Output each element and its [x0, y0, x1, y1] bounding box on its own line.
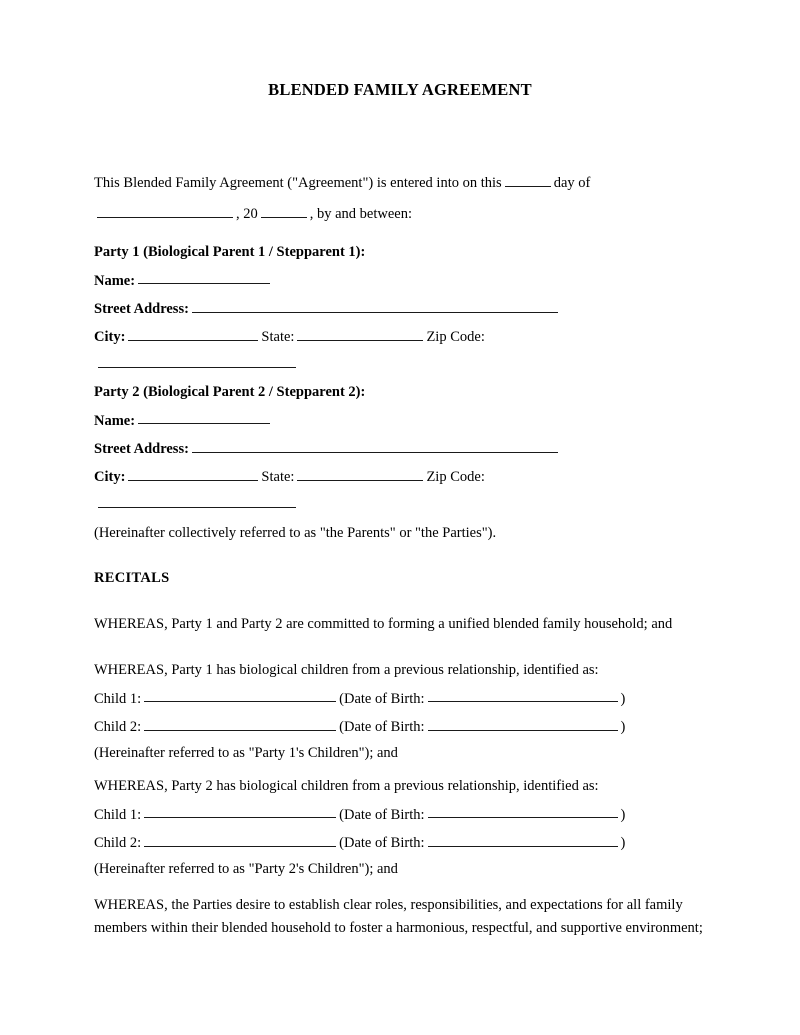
- party-1-name-blank[interactable]: [138, 272, 270, 285]
- party-2-street-row: [94, 440, 714, 456]
- party-2-section: [94, 385, 714, 511]
- month-blank[interactable]: [97, 205, 233, 218]
- recital-party-2-children: [94, 779, 714, 877]
- intro-by-and-between: , by and between:: [309, 206, 413, 223]
- party-2-street-blank[interactable]: [192, 440, 558, 453]
- party-2-child-2-row: [94, 834, 714, 850]
- party-2-child-1-label: Child 1:: [94, 806, 142, 823]
- party-2-child-1-dob-close: ): [620, 806, 626, 823]
- intro-paragraph: [94, 174, 714, 222]
- party-2-child-2-label: Child 2:: [94, 834, 142, 851]
- hereinafter-parties-text: (Hereinafter collectively referred to as "the Parents" or "the Parties").: [94, 525, 497, 541]
- party-1-child-1-dob-blank[interactable]: [428, 690, 618, 703]
- party-2-zip-blank[interactable]: [98, 495, 296, 508]
- party-2-child-2-dob-label: (Date of Birth:: [339, 834, 425, 851]
- party-1-child-1-row: [94, 690, 714, 706]
- party-1-street-label: Street Address:: [94, 300, 189, 317]
- recital-whereas-final-text: WHEREAS, the Parties desire to establish clear roles, responsibilities, and expectations for all family members within their blended household to foster a harmonious, respectful, and supportive environment;: [94, 897, 703, 937]
- party-2-city-blank[interactable]: [128, 468, 258, 481]
- party-2-city-row: [94, 468, 714, 484]
- party-2-zip-row: [95, 495, 714, 511]
- party-1-name-row: [94, 272, 714, 288]
- intro-day-of-label: day of: [553, 174, 591, 191]
- party-2-child-2-dob-blank[interactable]: [428, 834, 618, 847]
- party-1-section: [94, 245, 714, 371]
- party-1-child-2-dob-blank[interactable]: [428, 718, 618, 731]
- party-1-heading: Party 1 (Biological Parent 1 / Stepparent 1):: [94, 244, 366, 260]
- intro-line-2: [94, 205, 714, 221]
- party-2-name-label: Name:: [94, 412, 136, 429]
- party-2-name-blank[interactable]: [138, 412, 270, 425]
- party-2-child-2-blank[interactable]: [144, 834, 336, 847]
- party-2-state-label: State:: [261, 469, 295, 486]
- recital-whereas-1: [94, 617, 714, 632]
- party-1-child-2-dob-label: (Date of Birth:: [339, 718, 425, 735]
- party-1-city-label: City:: [94, 329, 126, 346]
- party-1-city-blank[interactable]: [128, 328, 258, 341]
- intro-line-1-text: This Blended Family Agreement ("Agreement") is entered into on this: [94, 174, 502, 191]
- party-2-heading: Party 2 (Biological Parent 2 / Stepparent 2):: [94, 384, 366, 400]
- party-1-state-label: State:: [261, 329, 295, 346]
- party-2-child-1-row: [94, 806, 714, 822]
- party-1-child-1-dob-label: (Date of Birth:: [339, 690, 425, 707]
- party-1-child-1-blank[interactable]: [144, 690, 336, 703]
- party-2-child-1-dob-label: (Date of Birth:: [339, 806, 425, 823]
- recital-whereas-1-text: WHEREAS, Party 1 and Party 2 are committed to forming a unified blended family household; and: [94, 616, 673, 632]
- party-1-child-2-label: Child 2:: [94, 718, 142, 735]
- party-1-child-1-dob-close: ): [620, 690, 626, 707]
- party-1-name-label: Name:: [94, 272, 136, 289]
- page-title: BLENDED FAMILY AGREEMENT: [268, 80, 532, 99]
- party-1-child-2-row: [94, 718, 714, 734]
- recital-party-1-children: [94, 663, 714, 761]
- party-1-child-2-dob-close: ): [620, 718, 626, 735]
- hereinafter-parties-note: [94, 526, 714, 541]
- party-2-zip-label: Zip Code:: [426, 469, 485, 486]
- party-1-zip-blank[interactable]: [98, 355, 296, 368]
- party-1-child-1-label: Child 1:: [94, 690, 142, 707]
- party-2-children-intro: WHEREAS, Party 2 has biological children from a previous relationship, identified as:: [94, 778, 599, 794]
- party-1-state-blank[interactable]: [297, 328, 423, 341]
- recitals-section-heading: [94, 571, 714, 586]
- party-1-child-2-blank[interactable]: [144, 718, 336, 731]
- party-2-child-1-dob-blank[interactable]: [428, 806, 618, 819]
- intro-line-1: [94, 174, 714, 190]
- party-2-child-1-blank[interactable]: [144, 806, 336, 819]
- recital-whereas-final: [94, 894, 706, 941]
- party-2-city-label: City:: [94, 469, 126, 486]
- party-2-name-row: [94, 412, 714, 428]
- party-2-street-label: Street Address:: [94, 440, 189, 457]
- year-blank[interactable]: [261, 205, 307, 218]
- recitals-heading-text: RECITALS: [94, 570, 170, 586]
- party-2-state-blank[interactable]: [297, 468, 423, 481]
- party-1-city-row: [94, 328, 714, 344]
- party-2-child-2-dob-close: ): [620, 834, 626, 851]
- party-1-zip-label: Zip Code:: [426, 329, 485, 346]
- party-2-children-footer: (Hereinafter referred to as "Party 2's Children"); and: [94, 861, 398, 878]
- party-1-zip-row: [95, 355, 714, 371]
- party-1-children-footer: (Hereinafter referred to as "Party 1's Children"); and: [94, 745, 398, 762]
- party-1-children-intro: WHEREAS, Party 1 has biological children from a previous relationship, identified as:: [94, 662, 599, 678]
- intro-year-prefix: , 20: [236, 206, 258, 223]
- day-blank[interactable]: [505, 174, 551, 187]
- party-1-street-blank[interactable]: [192, 300, 558, 313]
- party-1-street-row: [94, 300, 714, 316]
